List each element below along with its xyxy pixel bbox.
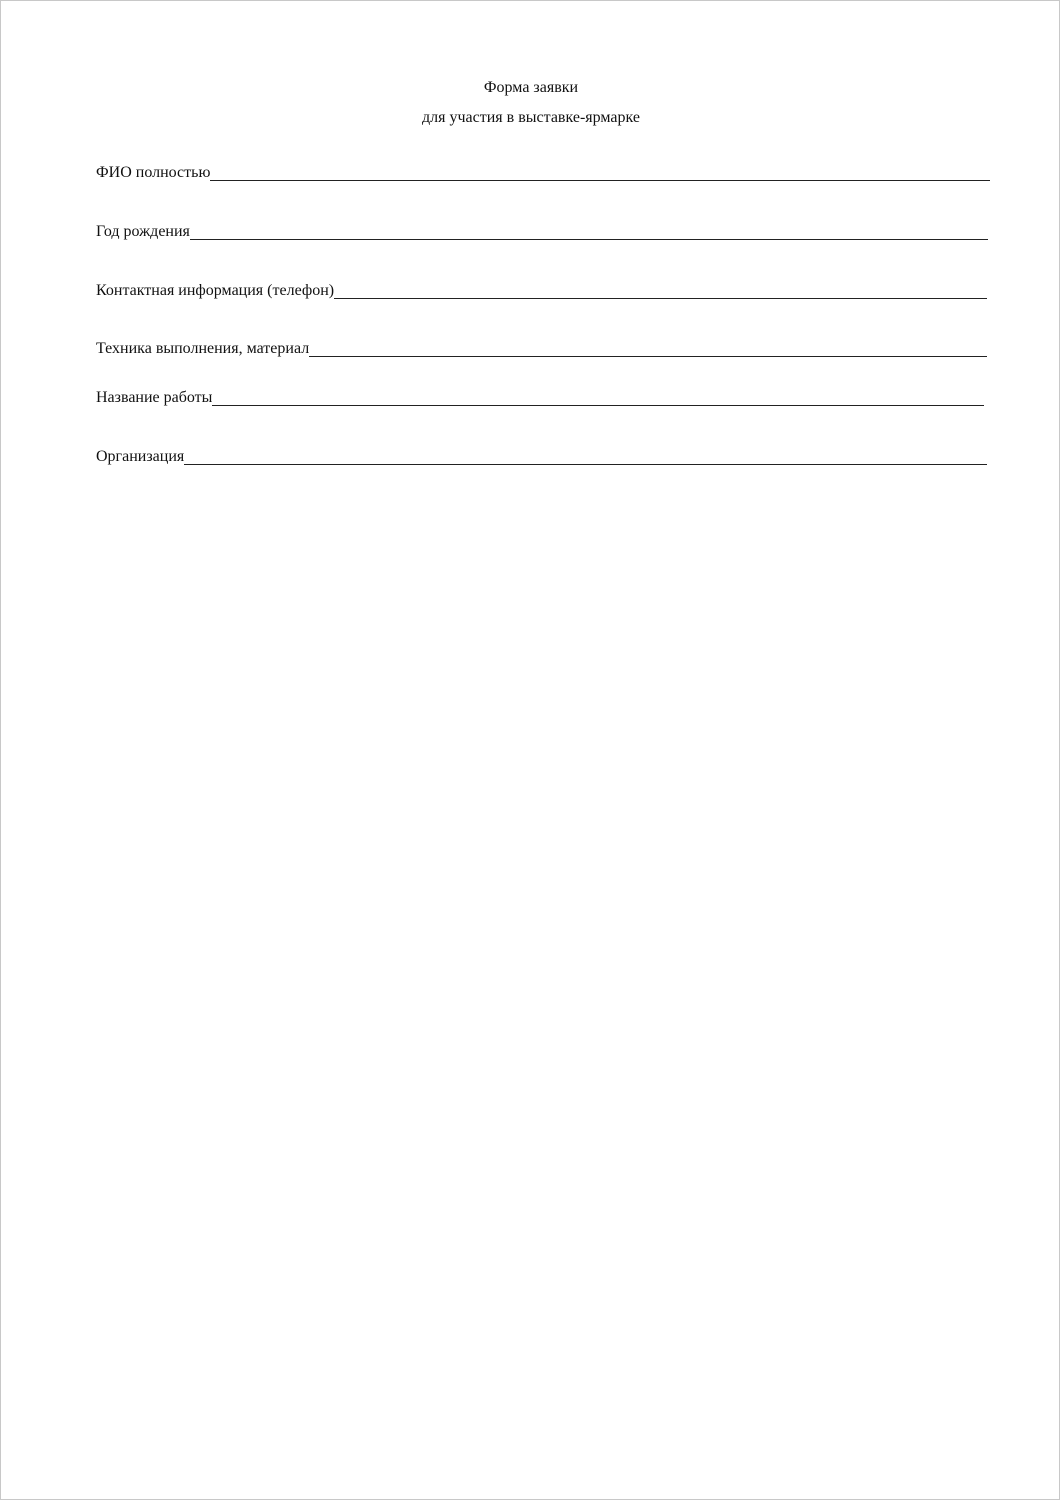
form-subtitle: для участия в выставке-ярмарке [422, 109, 640, 126]
organization-blank-line[interactable] [184, 448, 987, 465]
technique-material-blank-line[interactable] [309, 340, 987, 357]
field-work-title [96, 388, 984, 408]
field-contact-phone [96, 281, 987, 301]
field-organization [96, 447, 987, 467]
field-birth-year [96, 222, 988, 242]
field-label-organization: Организация [96, 448, 185, 465]
field-label-contact-phone: Контактная информация (телефон) [96, 282, 335, 299]
birth-year-blank-line[interactable] [190, 223, 988, 240]
full-name-blank-line[interactable] [210, 164, 990, 181]
field-label-work-title: Название работы [96, 389, 213, 406]
field-label-technique-material: Техника выполнения, материал [96, 340, 310, 357]
field-technique-material [96, 339, 987, 359]
form-title: Форма заявки [483, 79, 579, 96]
field-label-full-name: ФИО полностью [96, 164, 211, 181]
field-label-birth-year: Год рождения [96, 223, 190, 240]
contact-phone-blank-line[interactable] [334, 282, 987, 299]
field-full-name [96, 163, 990, 183]
form-header [1, 77, 1060, 137]
work-title-blank-line[interactable] [212, 389, 984, 406]
